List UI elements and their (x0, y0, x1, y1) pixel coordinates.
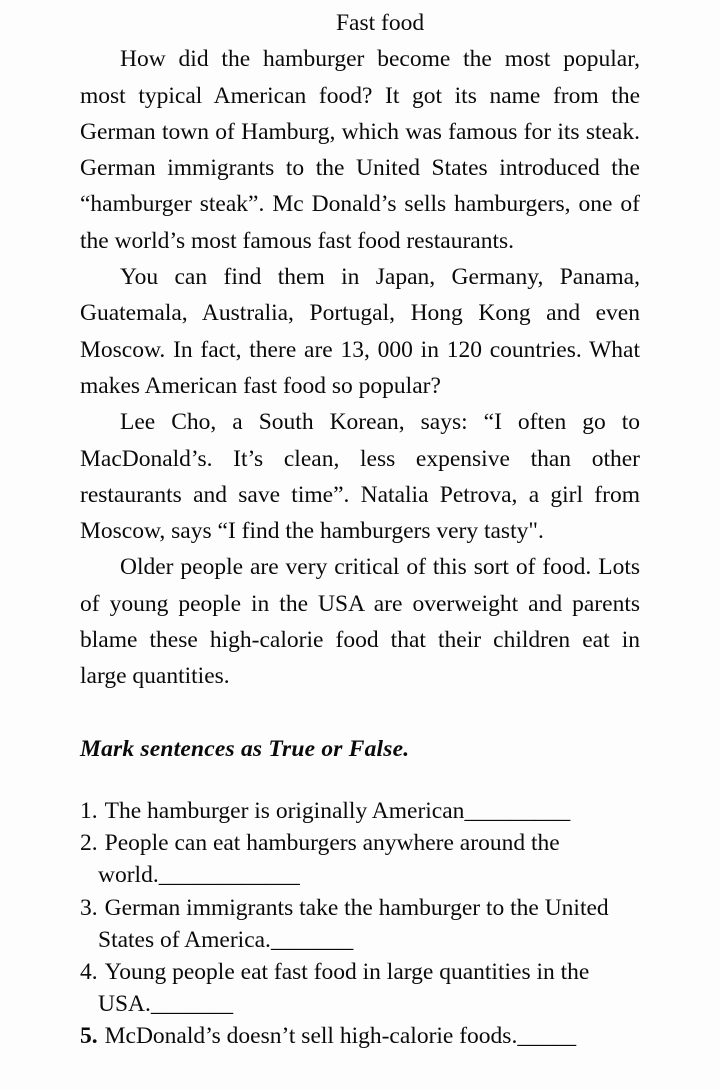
question-list (80, 795, 640, 1053)
paragraph-countries: You can find them in Japan, Germany, Panama, Guatemala, Australia, Portugal, Hong Kong and even Moscow. In fact, there are 13, 000 in 120 countries. What makes American fast food so popular? (80, 264, 640, 399)
question-text: Young people eat fast food in large quantities in the USA. (98, 958, 590, 1018)
answer-blank: _____ (517, 1023, 577, 1050)
question-item-3 (80, 892, 640, 956)
question-text: People can eat hamburgers anywhere around the world. (98, 830, 560, 889)
question-item-1 (80, 795, 640, 827)
question-number: 2. (80, 830, 98, 857)
answer-blank: _________ (464, 797, 571, 824)
paragraph-opinions: Lee Cho, a South Korean, says: “I often go to MacDonald’s. It’s clean, less expensive than other restaurants and save time”. Natalia Petrova, a girl from Moscow, says “I find the hamburgers very tasty". (80, 409, 640, 545)
question-item-5 (80, 1020, 640, 1052)
question-number: 3. (80, 894, 98, 921)
question-number: 1. (80, 797, 98, 824)
question-number: 4. (80, 958, 98, 985)
question-text: The hamburger is originally American (104, 797, 465, 824)
question-text: McDonald’s doesn’t sell high-calorie foods. (104, 1023, 518, 1050)
question-text: German immigrants take the hamburger to the United States of America. (98, 894, 609, 953)
question-item-2 (80, 827, 640, 891)
answer-blank: _______ (150, 991, 234, 1018)
task-heading: Mark sentences as True or False. (80, 735, 410, 762)
paragraph-hamburger-origin: How did the hamburger become the most popular, most typical American food? It got its name from the German town of Hamburg, which was famous for its steak. German immigrants to the United States introduced the “hamburger steak”. Mc Donald’s sells hamburgers, one of the world’s most famous fast food restaurants. (80, 46, 640, 254)
document-title: Fast food (335, 10, 425, 36)
answer-blank: ____________ (158, 862, 300, 889)
answer-blank: _______ (270, 926, 354, 953)
question-number: 5. (80, 1023, 98, 1050)
question-item-4 (80, 956, 640, 1020)
paragraph-criticism: Older people are very critical of this sort of food. Lots of young people in the USA are overweight and parents blame these high-calorie food that their children eat in large quantities. (80, 554, 640, 690)
